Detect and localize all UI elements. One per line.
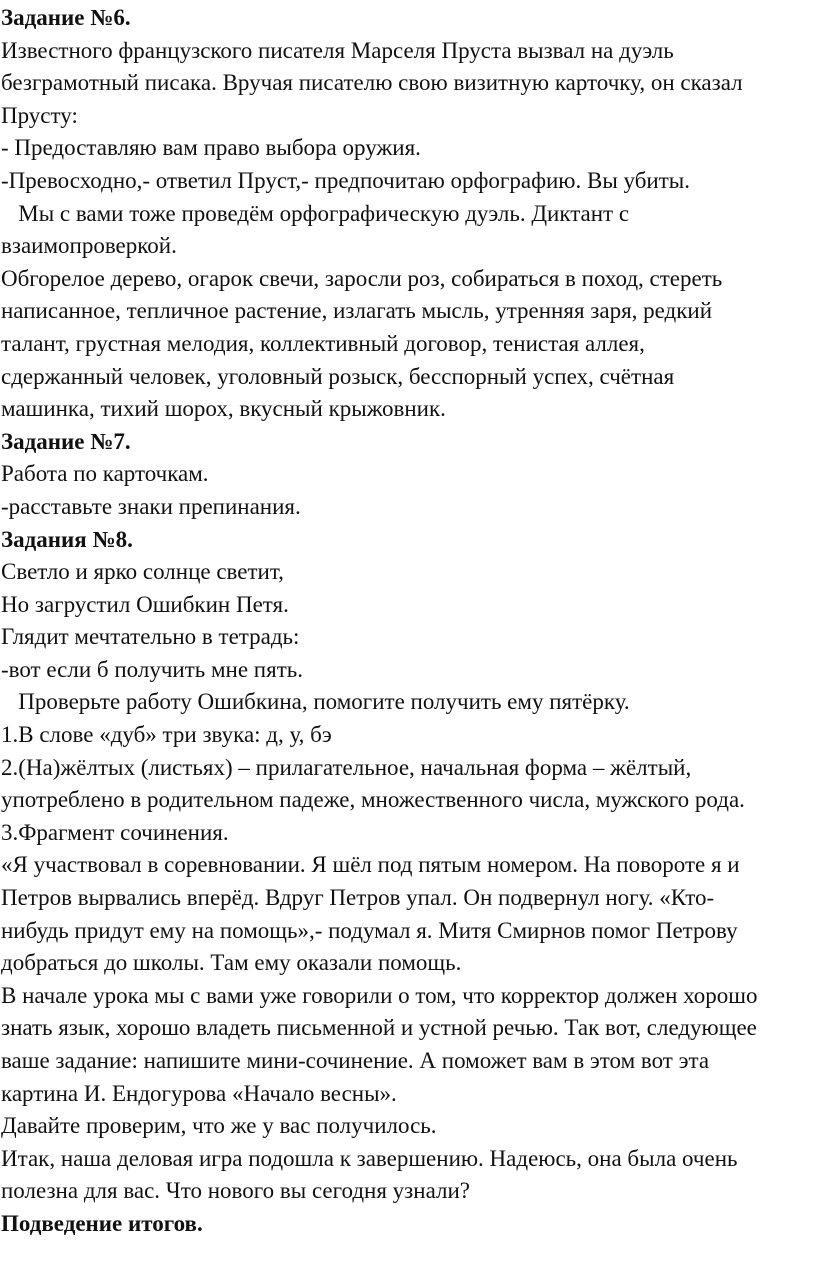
text-line: Но загрустил Ошибкин Петя.: [1, 591, 289, 617]
text-line: Давайте проверим, что же у вас получилось.: [1, 1113, 437, 1139]
text-line: нибудь придут ему на помощь»,- подумал я. Митя Смирнов помог Петрову: [1, 917, 738, 943]
text-line: употреблено в родительном падеже, множественного числа, мужского рода.: [1, 787, 745, 813]
text-line: Итак, наша деловая игра подошла к завершению. Надеюсь, она была очень: [1, 1145, 738, 1171]
text-line: Известного французского писателя Марселя Пруста вызвал на дуэль: [1, 37, 674, 63]
task-6-section: [1, 2, 812, 426]
task-8-body: [1, 556, 812, 1208]
task-6-heading: Задание №6.: [1, 5, 131, 30]
task-7-section: [1, 426, 812, 524]
text-line: сдержанный человек, уголовный розыск, бесспорный успех, счётная: [1, 363, 675, 389]
text-line: Светло и ярко солнце светит,: [1, 559, 284, 585]
text-line: -Превосходно,- ответил Пруст,- предпочитаю орфографию. Вы убиты.: [1, 167, 690, 193]
text-line: Проверьте работу Ошибкина, помогите получить ему пятёрку.: [1, 689, 630, 715]
task-7-body: [1, 458, 812, 523]
text-line: полезна для вас. Что нового вы сегодня узнали?: [1, 1178, 470, 1204]
text-line: ваше задание: напишите мини-сочинение. А поможет вам в этом вот эта: [1, 1048, 710, 1073]
text-line: талант, грустная мелодия, коллективный договор, тенистая аллея,: [1, 330, 645, 356]
text-line: Петров вырвались вперёд. Вдруг Петров упал. Он подвернул ногу. «Кто-: [1, 885, 715, 911]
text-line: «Я участвовал в соревновании. Я шёл под пятым номером. На повороте я и: [1, 852, 740, 878]
text-line: 1.В слове «дуб» три звука: д, у, бэ: [1, 722, 332, 748]
text-line: машинка, тихий шорох, вкусный крыжовник.: [1, 396, 446, 422]
text-line: - Предоставляю вам право выбора оружия.: [1, 135, 421, 161]
summary-heading: Подведение итогов.: [1, 1210, 203, 1236]
task-8-heading: Задания №8.: [1, 526, 133, 552]
text-line: Прусту:: [1, 102, 78, 128]
task-8-section: [1, 524, 812, 1208]
text-line: картина И. Ендогурова «Начало весны».: [1, 1080, 397, 1106]
text-line: 3.Фрагмент сочинения.: [1, 819, 229, 845]
text-line: безграмотный писака. Вручая писателю свою визитную карточку, он сказал: [1, 70, 743, 96]
text-line: Работа по карточкам.: [1, 461, 209, 487]
text-line: знать язык, хорошо владеть письменной и устной речью. Так вот, следующее: [1, 1015, 757, 1041]
text-line: Мы с вами тоже проведём орфографическую дуэль. Диктант с: [1, 200, 630, 226]
text-line: 2.(На)жёлтых (листьях) – прилагательное, начальная форма – жёлтый,: [1, 754, 692, 780]
text-line: Обгорелое дерево, огарок свечи, заросли роз, собираться в поход, стереть: [1, 265, 723, 291]
task-7-heading: Задание №7.: [1, 428, 131, 454]
task-6-body: [1, 35, 812, 426]
text-line: добраться до школы. Там ему оказали помощь.: [1, 950, 462, 976]
text-line: взаимопроверкой.: [1, 233, 177, 259]
text-line: -вот если б получить мне пять.: [1, 656, 303, 682]
text-line: В начале урока мы с вами уже говорили о том, что корректор должен хорошо: [1, 982, 758, 1008]
summary-section: [1, 1208, 812, 1241]
text-line: -расставьте знаки препинания.: [1, 493, 301, 519]
text-line: написанное, тепличное растение, излагать мысль, утренняя заря, редкий: [1, 298, 713, 324]
text-line: Глядит мечтательно в тетрадь:: [1, 624, 300, 650]
